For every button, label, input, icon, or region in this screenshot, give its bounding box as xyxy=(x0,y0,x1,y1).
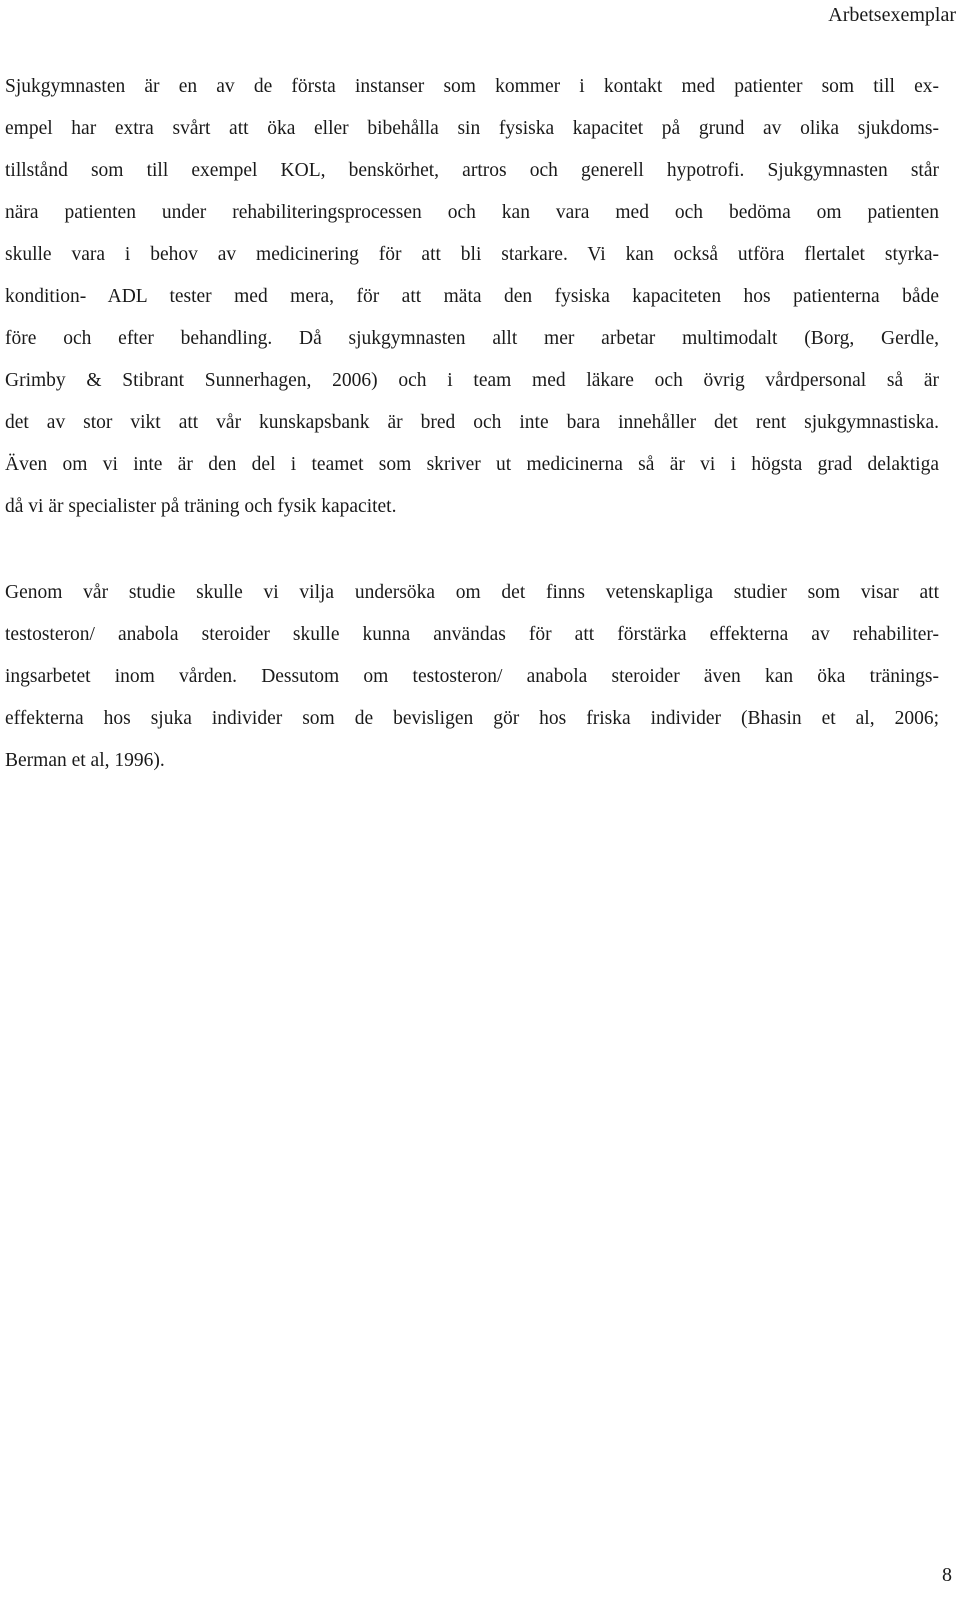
text-line: Grimby & Stibrant Sunnerhagen, 2006) och i team med läkare och övrig vårdpersonal så är xyxy=(5,370,939,391)
text-line: det av stor vikt att vår kunskapsbank är bred och inte bara innehåller det rent sjukgymnastiska. xyxy=(5,412,939,433)
text-line: tillstånd som till exempel KOL, benskörhet, artros och generell hypotrofi. Sjukgymnasten står xyxy=(5,160,939,181)
paragraph-1 xyxy=(5,66,939,528)
text-line: empel har extra svårt att öka eller bibehålla sin fysiska kapacitet på grund av olika sjukdoms- xyxy=(5,118,939,139)
text-line: ingsarbetet inom vården. Dessutom om testosteron/ anabola steroider även kan öka tränings- xyxy=(5,666,939,687)
text-line: skulle vara i behov av medicinering för att bli starkare. Vi kan också utföra flertalet styrka- xyxy=(5,244,939,265)
text-line: Sjukgymnasten är en av de första instanser som kommer i kontakt med patienter som till ex- xyxy=(5,76,939,97)
page-number: 8 xyxy=(942,1564,952,1586)
text-line: Genom vår studie skulle vi vilja undersöka om det finns vetenskapliga studier som visar att xyxy=(5,582,939,603)
text-line: Även om vi inte är den del i teamet som skriver ut medicinerna så är vi i högsta grad delaktiga xyxy=(5,454,939,475)
text-line: kondition- ADL tester med mera, för att mäta den fysiska kapaciteten hos patienterna både xyxy=(5,286,939,307)
paragraph-2 xyxy=(5,572,939,782)
text-line: testosteron/ anabola steroider skulle kunna användas för att förstärka effekterna av rehabiliter- xyxy=(5,624,939,645)
text-line: då vi är specialister på träning och fysik kapacitet. xyxy=(5,496,397,517)
text-line: nära patienten under rehabiliteringsprocessen och kan vara med och bedöma om patienten xyxy=(5,202,939,223)
text-line: före och efter behandling. Då sjukgymnasten allt mer arbetar multimodalt (Borg, Gerdle, xyxy=(5,328,939,349)
text-line: effekterna hos sjuka individer som de bevisligen gör hos friska individer (Bhasin et al, 2006; xyxy=(5,708,939,729)
running-header: Arbetsexemplar xyxy=(828,4,956,26)
text-line: Berman et al, 1996). xyxy=(5,750,165,771)
